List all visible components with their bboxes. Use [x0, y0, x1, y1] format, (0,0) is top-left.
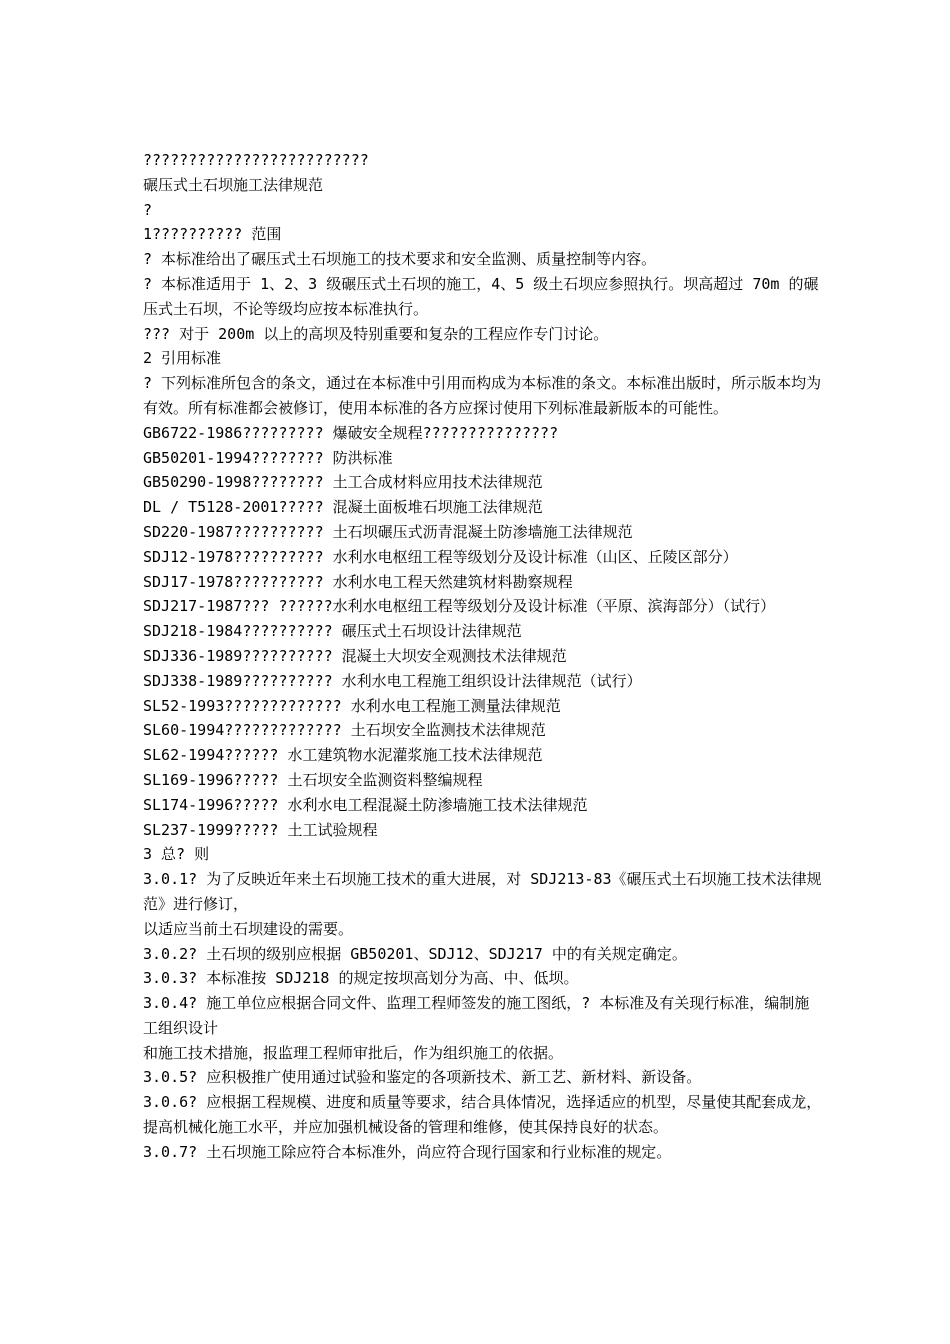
- section-heading-general: 3 总? 则: [143, 845, 210, 864]
- clause-3-0-1: 3.0.1? 为了反映近年来土石坝施工技术的重大进展，对 SDJ213-83《碾压式土石坝施工技术法律规范》进行修订，: [143, 870, 822, 913]
- reference-item: SL60-1994????????????? 土石坝安全监测技术法律规范: [143, 721, 546, 740]
- reference-item: SL174-1996????? 水利水电工程混凝土防渗墙施工技术法律规范: [143, 795, 588, 814]
- reference-item: GB50201-1994???????? 防洪标准: [143, 448, 393, 467]
- reference-item: GB50290-1998???????? 土工合成材料应用技术法律规范: [143, 473, 543, 492]
- reference-item: SDJ217-1987??? ??????水利水电枢纽工程等级划分及设计标准（平原、滨海部分）（试行）: [143, 597, 776, 616]
- reference-item: SDJ338-1989?????????? 水利水电工程施工组织设计法律规范（试行）: [143, 671, 642, 690]
- reference-item: SDJ336-1989?????????? 混凝土大坝安全观测技术法律规范: [143, 646, 567, 665]
- reference-item: SL52-1993????????????? 水利水电工程施工测量法律规范: [143, 696, 561, 715]
- reference-item: SL62-1994?????? 水工建筑物水泥灌浆施工技术法律规范: [143, 746, 543, 765]
- reference-item: SD220-1987?????????? 土石坝碾压式沥青混凝土防渗墙施工法律规范: [143, 522, 633, 541]
- clause-3-0-7: 3.0.7? 土石坝施工除应符合本标准外，尚应符合现行国家和行业标准的规定。: [143, 1142, 672, 1161]
- reference-item: SDJ12-1978?????????? 水利水电枢纽工程等级划分及设计标准（山区、丘陵区部分）: [143, 547, 738, 566]
- clause-3-0-4-continuation: 和施工技术措施，报监理工程师审批后，作为组织施工的依据。: [143, 1043, 564, 1062]
- reference-item: DL / T5128-2001????? 混凝土面板堆石坝施工法律规范: [143, 498, 543, 517]
- reference-item: SL237-1999????? 土工试验规程: [143, 820, 378, 839]
- reference-item: SDJ218-1984?????????? 碾压式土石坝设计法律规范: [143, 622, 522, 641]
- reference-item: SDJ17-1978?????????? 水利水电工程天然建筑材料勘察规程: [143, 572, 573, 591]
- placeholder-line: ?: [143, 200, 153, 219]
- document-body: [143, 148, 823, 1165]
- paragraph-references-intro: ? 下列标准所包含的条文，通过在本标准中引用而构成为本标准的条文。本标准出版时，所示版本均为有效。所有标准都会被修订，使用本标准的各方应探讨使用下列标准最新版本的可能性。: [143, 374, 822, 417]
- clause-3-0-5: 3.0.5? 应积极推广使用通过试验和鉴定的各项新技术、新工艺、新材料、新设备。: [143, 1068, 702, 1087]
- clause-3-0-6: 3.0.6? 应根据工程规模、进度和质量等要求，结合具体情况，选择适应的机型，尽量使其配套成龙，提高机械化施工水平，并应加强机械设备的管理和维修，使其保持良好的状态。: [143, 1093, 822, 1137]
- paragraph-scope-2: ? 本标准适用于 1、2、3 级碾压式土石坝的施工，4、5 级土石坝应参照执行。坝高超过 70m 的碾压式土石坝，不论等级均应按本标准执行。: [143, 274, 819, 318]
- paragraph-scope-3: ??? 对于 200m 以上的高坝及特别重要和复杂的工程应作专门讨论。: [143, 324, 609, 343]
- header-placeholder-line: ?????????????????????????: [143, 151, 369, 169]
- clause-3-0-2: 3.0.2? 土石坝的级别应根据 GB50201、SDJ12、SDJ217 中的有关规定确定。: [143, 944, 687, 963]
- clause-3-0-1-continuation: 以适应当前土石坝建设的需要。: [143, 919, 354, 938]
- clause-3-0-4: 3.0.4? 施工单位应根据合同文件、监理工程师签发的施工图纸，? 本标准及有关现行标准，编制施工组织设计: [143, 994, 810, 1037]
- document-title: 碾压式土石坝施工法律规范: [143, 175, 324, 194]
- reference-item: SL169-1996????? 土石坝安全监测资料整编规程: [143, 770, 483, 789]
- section-heading-scope: 1?????????? 范围: [143, 225, 282, 244]
- clause-3-0-3: 3.0.3? 本标准按 SDJ218 的规定按坝高划分为高、中、低坝。: [143, 969, 579, 988]
- reference-item: GB6722-1986????????? 爆破安全规程???????????????: [143, 423, 559, 442]
- paragraph-scope-1: ? 本标准给出了碾压式土石坝施工的技术要求和安全监测、质量控制等内容。: [143, 250, 657, 269]
- section-heading-references: 2 引用标准: [143, 349, 222, 368]
